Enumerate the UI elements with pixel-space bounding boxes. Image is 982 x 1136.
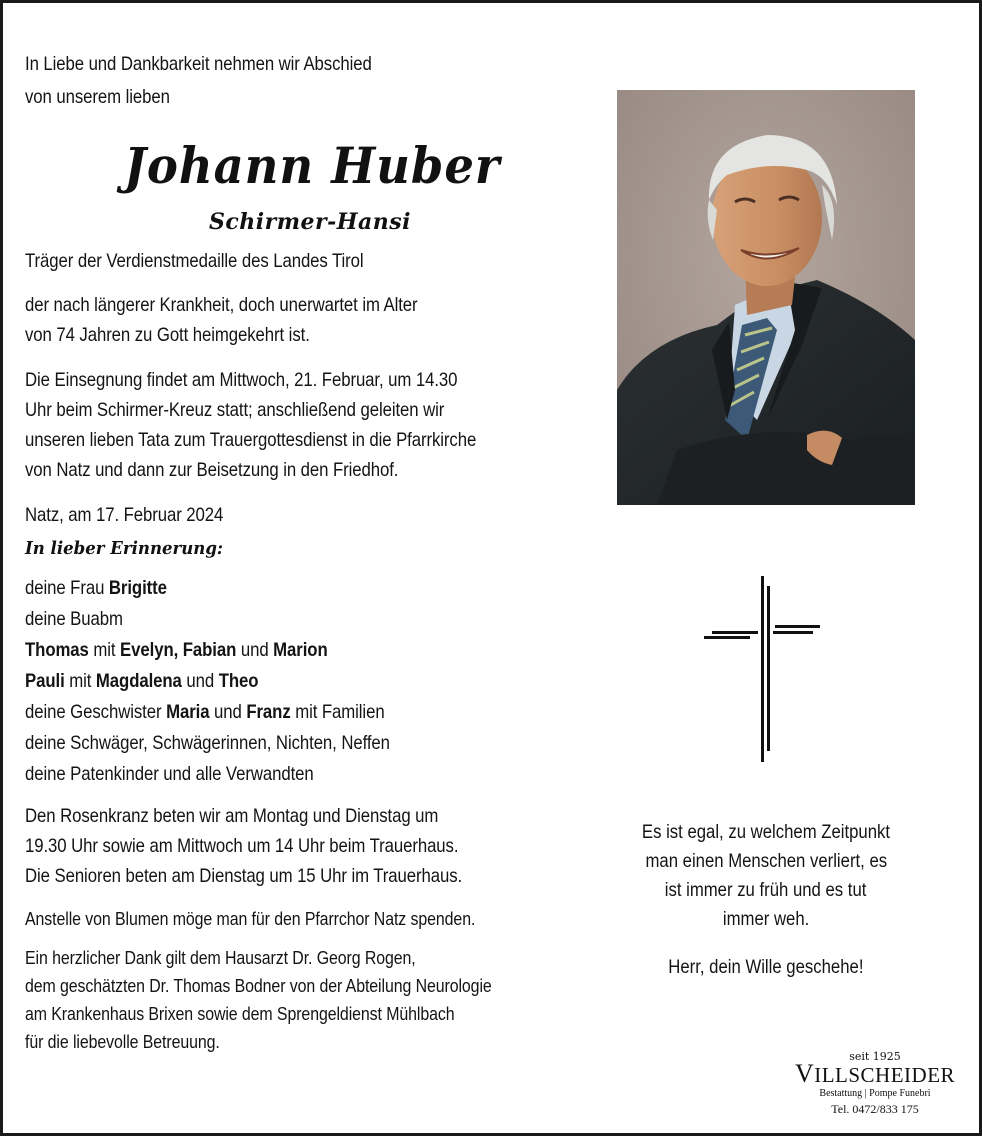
mourner-connector: mit [64,670,96,692]
honor-line: Träger der Verdienstmedaille des Landes Tirol [25,250,364,272]
death-line-2: von 74 Jahren zu Gott heimgekehrt ist. [25,324,310,346]
mourner-name: Marion [273,639,328,661]
rosary-line-2: 19.30 Uhr sowie am Mittwoch um 14 Uhr beim Trauerhaus. [25,835,459,857]
mourner-name: Theo [218,670,259,692]
funeral-line-1: Die Einsegnung findet am Mittwoch, 21. Februar, um 14.30 [25,369,458,391]
mourner-name: Evelyn, Fabian [120,639,237,661]
mourner-name: Thomas [25,639,89,661]
funeral-home-logo [780,1050,970,1117]
funeral-line-4: von Natz und dann zur Beisetzung in den Friedhof. [25,459,399,481]
mourner-connector: und [209,701,247,723]
quote-line-2: man einen Menschen verliert, es [645,851,887,872]
rosary-line-3: Die Senioren beten am Dienstag um 15 Uhr im Trauerhaus. [25,865,463,887]
mourner-label: mit Familien [290,701,385,723]
place-date: Natz, am 17. Februar 2024 [25,504,224,526]
mourner-wife [25,576,167,600]
prayer-text: Herr, dein Wille geschehe! [668,957,864,978]
mourner-label: deine Geschwister [25,701,167,723]
mourner-connector: und [181,670,219,692]
mourner-connector: und [236,639,274,661]
mourner-name: Brigitte [108,577,167,599]
thanks-line-3: am Krankenhaus Brixen sowie dem Sprengeldienst Mühlbach [25,1003,455,1024]
funeral-home-name-initial: V [794,1059,815,1088]
portrait-illustration [617,90,915,505]
quote-line-1: Es ist egal, zu welchem Zeitpunkt [641,822,891,843]
mourner-name: Magdalena [95,670,182,692]
funeral-home-name-rest: ILLSCHEIDER [814,1063,956,1087]
funeral-line-3: unseren lieben Tata zum Trauergottesdienst in die Pfarrkirche [25,429,477,451]
mourners-heading: In lieber Erinnerung: [25,538,224,559]
funeral-home-subtitle: Bestattung | Pompe Funebri [819,1088,931,1099]
mourner-name: Pauli [25,670,65,692]
mourner-son-2 [25,669,258,693]
quote-block [600,818,932,934]
mourner-name: Maria [166,701,210,723]
thanks-line-2: dem geschätzten Dr. Thomas Bodner von der Abteilung Neurologie [25,975,492,996]
funeral-home-since: seit 1925 [849,1050,901,1063]
deceased-nickname: Schirmer-Hansi [208,209,411,235]
intro-line-2: von unserem lieben [25,86,170,108]
funeral-line-2: Uhr beim Schirmer-Kreuz statt; anschließend geleiten wir [25,399,445,421]
death-line-1: der nach längerer Krankheit, doch unerwartet im Alter [25,294,418,316]
mourner-name: Franz [246,701,291,723]
portrait-photo [617,90,915,505]
donation-note: Anstelle von Blumen möge man für den Pfarrchor Natz spenden. [25,908,476,929]
mourner-son-1 [25,638,328,662]
quote-line-3: ist immer zu früh und es tut [665,880,867,901]
mourner-inlaws: deine Schwäger, Schwägerinnen, Nichten, Neffen [25,732,390,754]
thanks-line-4: für die liebevolle Betreuung. [25,1031,220,1052]
thanks-line-1: Ein herzlicher Dank gilt dem Hausarzt Dr. Georg Rogen, [25,947,416,968]
mourner-godchildren: deine Patenkinder und alle Verwandten [25,763,314,785]
prayer-line [600,953,932,982]
mourner-sons-label: deine Buabm [25,608,123,630]
deceased-name: Johann Huber [124,136,501,195]
mourner-siblings [25,700,385,724]
funeral-home-name [780,1059,970,1088]
mourner-connector: mit [88,639,121,661]
funeral-home-phone: Tel. 0472/833 175 [831,1102,919,1116]
intro-line-1: In Liebe und Dankbarkeit nehmen wir Abschied [25,53,372,75]
quote-line-4: immer weh. [722,909,810,930]
cross-icon [700,572,830,767]
rosary-line-1: Den Rosenkranz beten wir am Montag und Dienstag um [25,805,439,827]
mourner-label: deine Frau [25,577,109,599]
